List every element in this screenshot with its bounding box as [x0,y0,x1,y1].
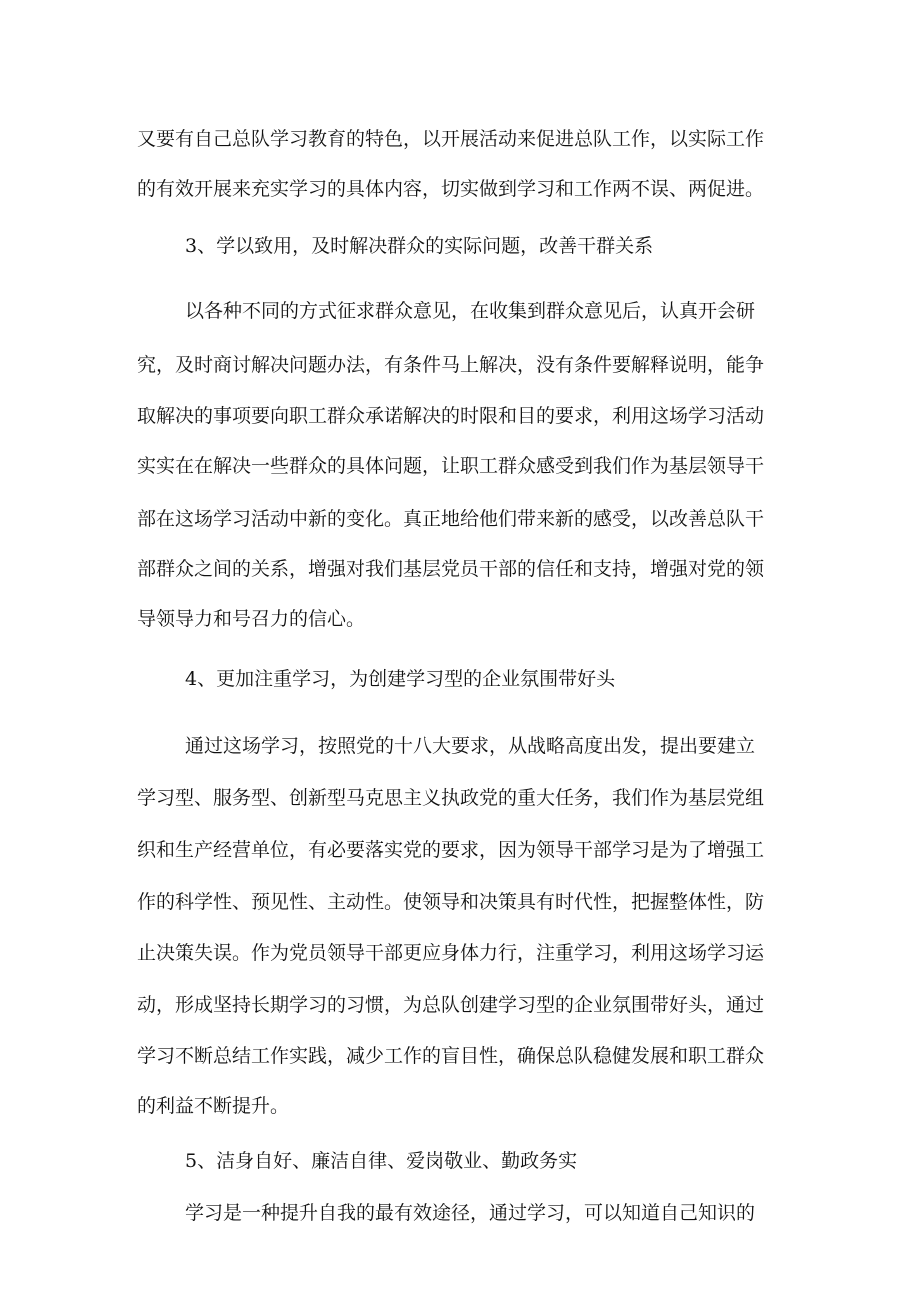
text: 学习是一种提升自我的最有效途径，通过学习，可以知道自己知识的 [185,1202,756,1224]
text: 学习不断总结工作实践，减少工作的盲目性，确保总队稳健发展和职工群众 [137,1045,765,1067]
text: 织和生产经营单位，有必要落实党的要求，因为领导干部学习是为了增强工 [137,839,765,861]
text: 取解决的事项要向职工群众承诺解决的时限和目的要求，利用这场学习活动 [137,405,765,427]
heading-text: 5、洁身自好、廉洁自律、爱岗敬业、勤政务实 [185,1150,578,1172]
text: 学习型、服务型、创新型马克思主义执政党的重大任务，我们作为基层党组 [137,787,765,809]
text: 导领导力和号召力的信心。 [137,608,366,630]
text: 部在这场学习活动中新的变化。真正地给他们带来新的感受，以改善总队干 [137,508,765,530]
heading-text: 3、学以致用，及时解决群众的实际问题，改善干群关系 [185,235,654,257]
text: 的有效开展来充实学习的具体内容，切实做到学习和工作两不误、两促进。 [137,178,765,200]
text: 的利益不断提升。 [137,1095,290,1117]
text: 部群众之间的关系，增强对我们基层党员干部的信任和支持，增强对党的领 [137,558,765,580]
text: 又要有自己总队学习教育的特色，以开展活动来促进总队工作，以实际工作 [137,128,765,150]
text: 止决策失误。作为党员领导干部更应身体力行，注重学习，利用这场学习运 [137,942,765,964]
text: 以各种不同的方式征求群众意见，在收集到群众意见后，认真开会研 [185,300,756,322]
text: 作的科学性、预见性、主动性。使领导和决策具有时代性，把握整体性，防 [137,891,765,913]
text: 动，形成坚持长期学习的习惯，为总队创建学习型的企业氛围带好头，通过 [137,994,765,1016]
text: 究，及时商讨解决问题办法，有条件马上解决，没有条件要解释说明，能争 [137,354,765,376]
text: 通过这场学习，按照党的十八大要求，从战略高度出发，提出要建立 [185,735,756,757]
text: 实实在在解决一些群众的具体问题，让职工群众感受到我们作为基层领导干 [137,455,765,477]
heading-text: 4、更加注重学习，为创建学习型的企业氛围带好头 [185,668,616,690]
